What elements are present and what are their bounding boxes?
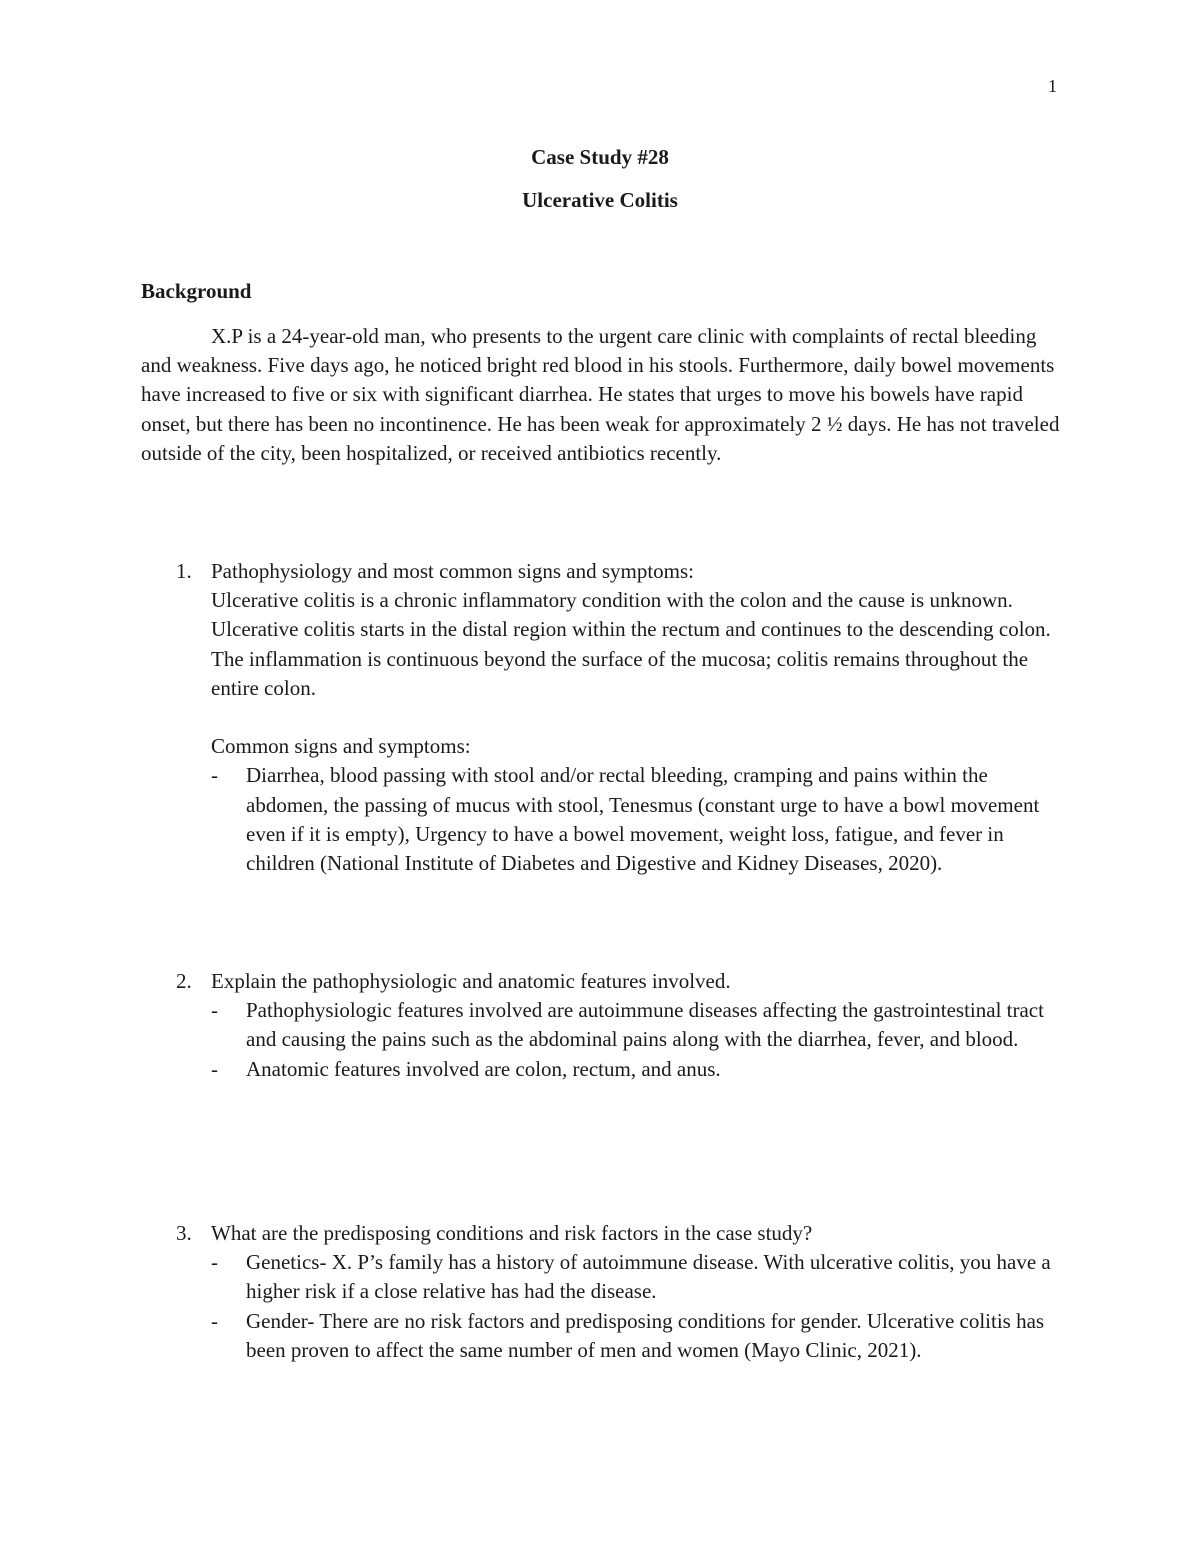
question-2 — [176, 967, 1066, 1084]
question-1-number: 1. — [176, 559, 192, 583]
list-item — [211, 1055, 1066, 1084]
question-1-prompt — [176, 557, 1066, 586]
question-3-text: What are the predisposing conditions and risk factors in the case study? — [211, 1221, 813, 1245]
question-1-bullet-1: Diarrhea, blood passing with stool and/or rectal bleeding, cramping and pains within the abdomen, the passing of mucus with stool, Tenesmus (constant urge to have a bowl movement even if it is empty), Urgency to have a bowel movement, weight loss, fatigue, and fever in children (National Institute of Diabetes and Digestive and Kidney Diseases, 2020). — [246, 763, 1040, 876]
list-item — [211, 761, 1066, 878]
question-2-text: Explain the pathophysiologic and anatomic features involved. — [211, 969, 731, 993]
list-item — [211, 996, 1066, 1054]
bullet-dash: - — [211, 1056, 218, 1081]
question-3 — [176, 1219, 1066, 1365]
question-1 — [176, 557, 1066, 878]
question-3-prompt — [176, 1219, 1066, 1248]
list-item — [211, 1248, 1066, 1306]
question-2-number: 2. — [176, 969, 192, 993]
bullet-dash: - — [211, 1250, 218, 1275]
background-paragraph: X.P is a 24-year-old man, who presents to the urgent care clinic with complaints of rectal bleeding and weakness. Five days ago, he noticed bright red blood in his stools. Furthermore, daily bowel movements have increased to five or six with significant diarrhea. He states that urges to move his bowels have rapid onset, but there has been no incontinence. He has been weak for approximately 2 ½ days. He has not traveled outside of the city, been hospitalized, or received antibiotics recently. — [141, 324, 1060, 465]
question-3-bullet-1: Genetics- X. P’s family has a history of autoimmune disease. With ulcerative colitis, you have a higher risk if a close relative has had the disease. — [246, 1250, 1051, 1304]
document-subtitle: Ulcerative Colitis — [522, 188, 678, 212]
question-1-subheading: Common signs and symptoms: — [211, 734, 471, 759]
question-3-bullet-2: Gender- There are no risk factors and predisposing conditions for gender. Ulcerative colitis has been proven to affect the same number of men and women (Mayo Clinic, 2021). — [246, 1308, 1045, 1362]
background-heading: Background — [141, 279, 252, 303]
page-number: 1 — [1048, 76, 1057, 96]
bullet-dash: - — [211, 998, 218, 1023]
question-2-prompt — [176, 967, 1066, 996]
question-2-bullet-1: Pathophysiologic features involved are autoimmune diseases affecting the gastrointestinal tract and causing the pains such as the abdominal pains along with the diarrhea, fever, and blood. — [246, 998, 1044, 1052]
question-3-number: 3. — [176, 1221, 192, 1245]
bullet-dash: - — [211, 1308, 218, 1333]
bullet-dash: - — [211, 763, 218, 788]
document-title: Case Study #28 — [531, 145, 669, 169]
question-1-text: Pathophysiology and most common signs and symptoms: — [211, 559, 695, 583]
question-1-answer: Ulcerative colitis is a chronic inflammatory condition with the colon and the cause is unknown. Ulcerative colitis starts in the distal region within the rectum and continues to the descending colon. The inflammation is continuous beyond the surface of the mucosa; colitis remains throughout the entire colon. — [211, 588, 1051, 700]
question-2-bullet-2: Anatomic features involved are colon, rectum, and anus. — [246, 1056, 721, 1081]
list-item — [211, 1307, 1066, 1365]
